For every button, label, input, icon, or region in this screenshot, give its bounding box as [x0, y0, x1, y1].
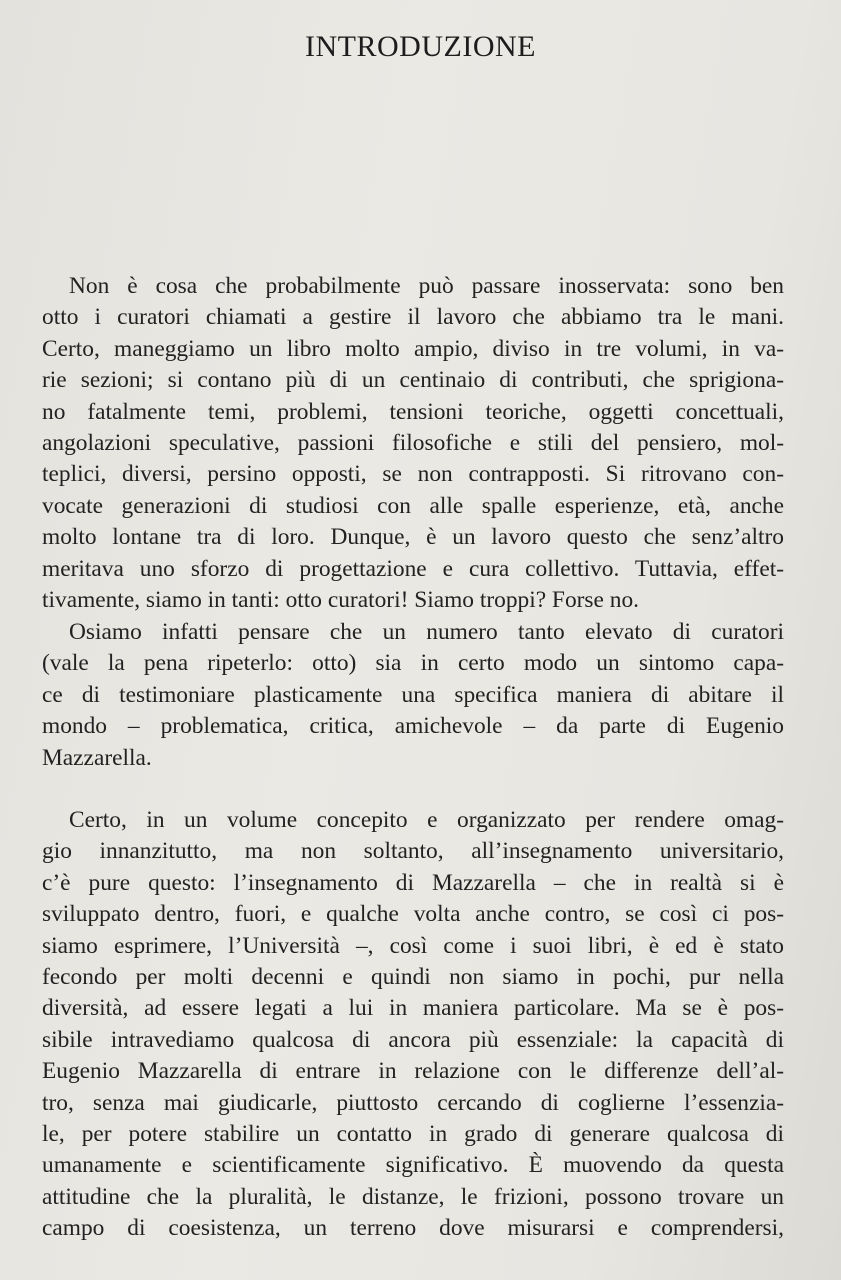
text-line: umanamente e scientificamente significativo. È muovendo da questa: [42, 1152, 784, 1179]
paragraph-3: [42, 805, 784, 1244]
text-line: le, per potere stabilire un contatto in grado di generare qualcosa di: [42, 1120, 784, 1147]
text-line: gio innanzitutto, ma non soltanto, all’insegnamento universitario,: [42, 838, 784, 865]
text-line: sviluppato dentro, fuori, e qualche volta anche contro, se così ci pos-: [42, 901, 784, 928]
text-line: rie sezioni; si contano più di un centinaio di contributi, che sprigiona-: [42, 367, 784, 394]
paragraph-2: [42, 617, 784, 774]
text-line: campo di coesistenza, un terreno dove misurarsi e comprendersi,: [42, 1215, 784, 1242]
text-line: teplici, diversi, persino opposti, se non contrapposti. Si ritrovano con-: [42, 461, 784, 488]
chapter-title: INTRODUZIONE: [305, 30, 536, 63]
text-line: Certo, maneggiamo un libro molto ampio, diviso in tre volumi, in va-: [42, 335, 784, 362]
text-line: otto i curatori chiamati a gestire il lavoro che abbiamo tra le mani.: [42, 304, 784, 331]
text-line: attitudine che la pluralità, le distanze, le frizioni, possono trovare un: [42, 1183, 784, 1210]
text-line: Certo, in un volume concepito e organizzato per rendere omag-: [69, 807, 784, 833]
text-line: siamo esprimere, l’Università –, così come i suoi libri, è ed è stato: [42, 932, 784, 959]
text-line: molto lontane tra di loro. Dunque, è un lavoro questo che senz’altro: [42, 524, 784, 551]
text-line: diversità, ad essere legati a lui in maniera particolare. Ma se è pos-: [42, 995, 784, 1022]
paragraph-1: [42, 271, 784, 616]
text-line: (vale la pena ripeterlo: otto) sia in certo modo un sintomo capa-: [42, 650, 784, 677]
text-line: tivamente, siamo in tanti: otto curatori! Siamo troppi? Forse no.: [42, 586, 639, 613]
text-line: ce di testimoniare plasticamente una specifica maniera di abitare il: [42, 681, 784, 708]
text-line: c’è pure questo: l’insegnamento di Mazzarella – che in realtà si è: [42, 869, 784, 896]
text-line: no fatalmente temi, problemi, tensioni teoriche, oggetti concettuali,: [42, 398, 784, 425]
text-line: vocate generazioni di studiosi con alle spalle esperienze, età, anche: [42, 492, 784, 519]
text-line: tro, senza mai giudicarle, piuttosto cercando di coglierne l’essenzia-: [42, 1089, 784, 1116]
text-line: meritava uno sforzo di progettazione e cura collettivo. Tuttavia, effet-: [42, 555, 784, 582]
text-line: sibile intravediamo qualcosa di ancora più essenziale: la capacità di: [42, 1026, 784, 1053]
text-line: Osiamo infatti pensare che un numero tanto elevato di curatori: [69, 619, 784, 645]
text-line: mondo – problematica, critica, amichevole – da parte di Eugenio: [42, 713, 784, 740]
text-line: Non è cosa che probabilmente può passare inosservata: sono ben: [69, 273, 784, 299]
text-line: Mazzarella.: [42, 744, 152, 771]
text-line: fecondo per molti decenni e quindi non siamo in pochi, pur nella: [42, 963, 784, 990]
text-line: angolazioni speculative, passioni filosofiche e stili del pensiero, mol-: [42, 429, 784, 456]
text-line: Eugenio Mazzarella di entrare in relazione con le differenze dell’al-: [42, 1058, 784, 1085]
